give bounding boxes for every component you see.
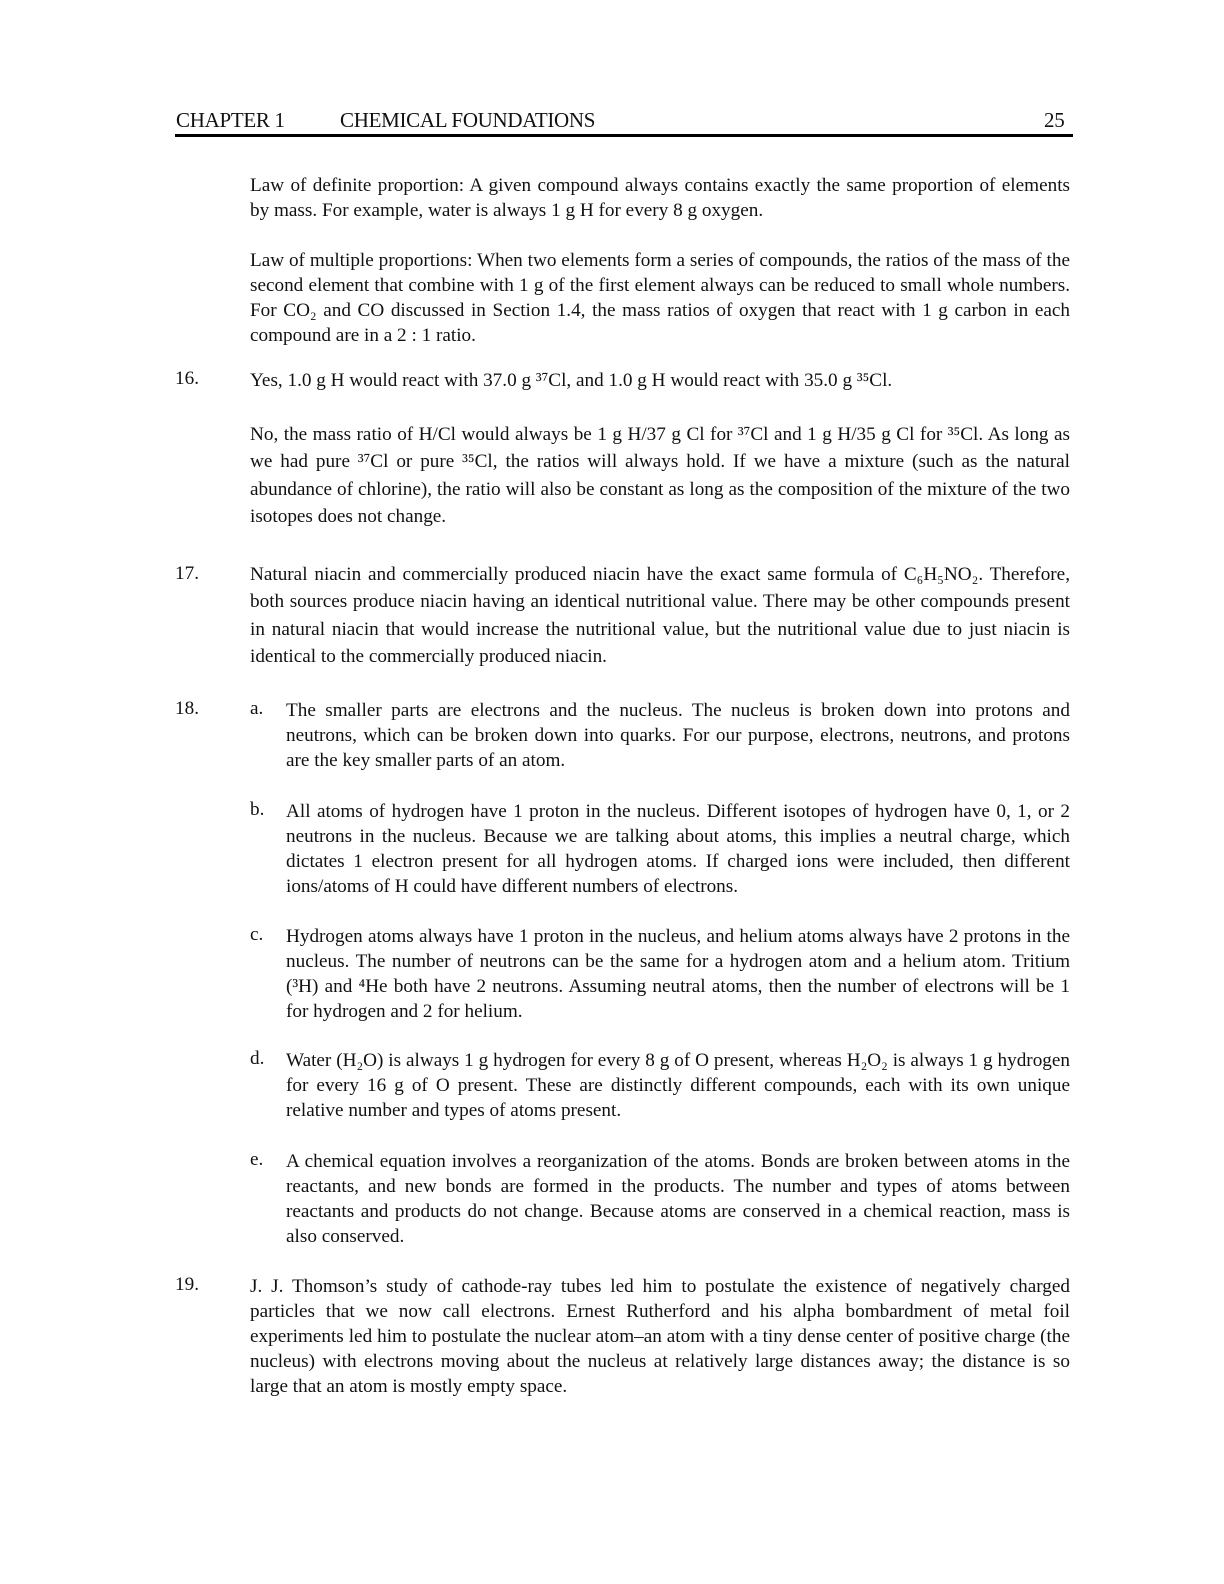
part-letter-a: a. — [250, 698, 264, 719]
question-number-17: 17. — [175, 563, 199, 584]
part-letter-b: b. — [250, 799, 265, 820]
part-letter-d: d. — [250, 1048, 265, 1069]
answer-18c: Hydrogen atoms always have 1 proton in the nucleus, and helium atoms always have 2 protons in the nucleus. The number of neutrons can be the same for a hydrogen atom and a helium atom. Tritium (³H) and ⁴He both have 2 neutrons. Assuming neutral atoms, then the number of electrons will be 1 for hydrogen and 2 for helium. — [286, 926, 1070, 1022]
page-number: 25 — [1044, 108, 1065, 132]
part-letter-c: c. — [250, 924, 264, 945]
part-letter-e: e. — [250, 1149, 264, 1170]
question-number-18: 18. — [175, 698, 199, 719]
law-definite-proportion: Law of definite proportion: A given compound always contains exactly the same proportion of elements by mass. For example, water is always 1 g H for every 8 g oxygen. — [250, 175, 1070, 221]
law-multiple-proportions: Law of multiple proportions: When two elements form a series of compounds, the ratios of the mass of the second element that combine with 1 g of the first element always can be reduced to small whole numbers. For CO₂ and CO discussed in Section 1.4, the mass ratios of oxygen that react with 1 g carbon in each compound are in a 2 : 1 ratio. — [250, 250, 1070, 346]
chapter-label: CHAPTER 1 — [176, 108, 285, 132]
answer-18b: All atoms of hydrogen have 1 proton in the nucleus. Different isotopes of hydrogen have 0, 1, or 2 neutrons in the nucleus. Because we are talking about atoms, this implies a neutral charge, which dictates 1 electron present for all hydrogen atoms. If charged ions were included, then different ions/atoms of H could have different numbers of electrons. — [286, 801, 1070, 897]
answer-17: Natural niacin and commercially produced niacin have the exact same formula of C₆H₅NO₂. Therefore, both sources produce niacin having an identical nutritional value. There may be other compounds present in natural niacin that would increase the nutritional value, but the nutritional value due to just niacin is identical to the commercially produced niacin. — [250, 564, 1070, 667]
chapter-title: CHEMICAL FOUNDATIONS — [340, 108, 596, 132]
answer-18a: The smaller parts are electrons and the nucleus. The nucleus is broken down into protons and neutrons, which can be broken down into quarks. For our purpose, electrons, neutrons, and protons are the key smaller parts of an atom. — [286, 700, 1070, 771]
answer-18d: Water (H₂O) is always 1 g hydrogen for every 8 g of O present, whereas H₂O₂ is always 1 g hydrogen for every 16 g of O present. These are distinctly different compounds, each with its own unique relative number and types of atoms present. — [286, 1050, 1070, 1121]
question-number-19: 19. — [175, 1274, 199, 1295]
header-rule — [175, 134, 1073, 137]
answer-16-part-1: Yes, 1.0 g H would react with 37.0 g ³⁷Cl, and 1.0 g H would react with 35.0 g ³⁵Cl. — [250, 370, 893, 391]
question-number-16: 16. — [175, 368, 199, 389]
answer-16-part-2: No, the mass ratio of H/Cl would always be 1 g H/37 g Cl for ³⁷Cl and 1 g H/35 g Cl for ³⁵Cl. As long as we had pure ³⁷Cl or pure ³⁵Cl, the ratios will always hold. If we have a mixture (such as the natural abundance of chlorine), the ratio will also be constant as long as the composition of the mixture of the two isotopes does not change. — [250, 424, 1070, 527]
answer-19: J. J. Thomson’s study of cathode-ray tubes led him to postulate the existence of negatively charged particles that we now call electrons. Ernest Rutherford and his alpha bombardment of metal foil experiments led him to postulate the nuclear atom–an atom with a tiny dense center of positive charge (the nucleus) with electrons moving about the nucleus at relatively large distances away; the distance is so large that an atom is mostly empty space. — [250, 1276, 1070, 1397]
answer-18e: A chemical equation involves a reorganization of the atoms. Bonds are broken between atoms in the reactants, and new bonds are formed in the products. The number and types of atoms between reactants and products do not change. Because atoms are conserved in a chemical reaction, mass is also conserved. — [286, 1151, 1070, 1247]
